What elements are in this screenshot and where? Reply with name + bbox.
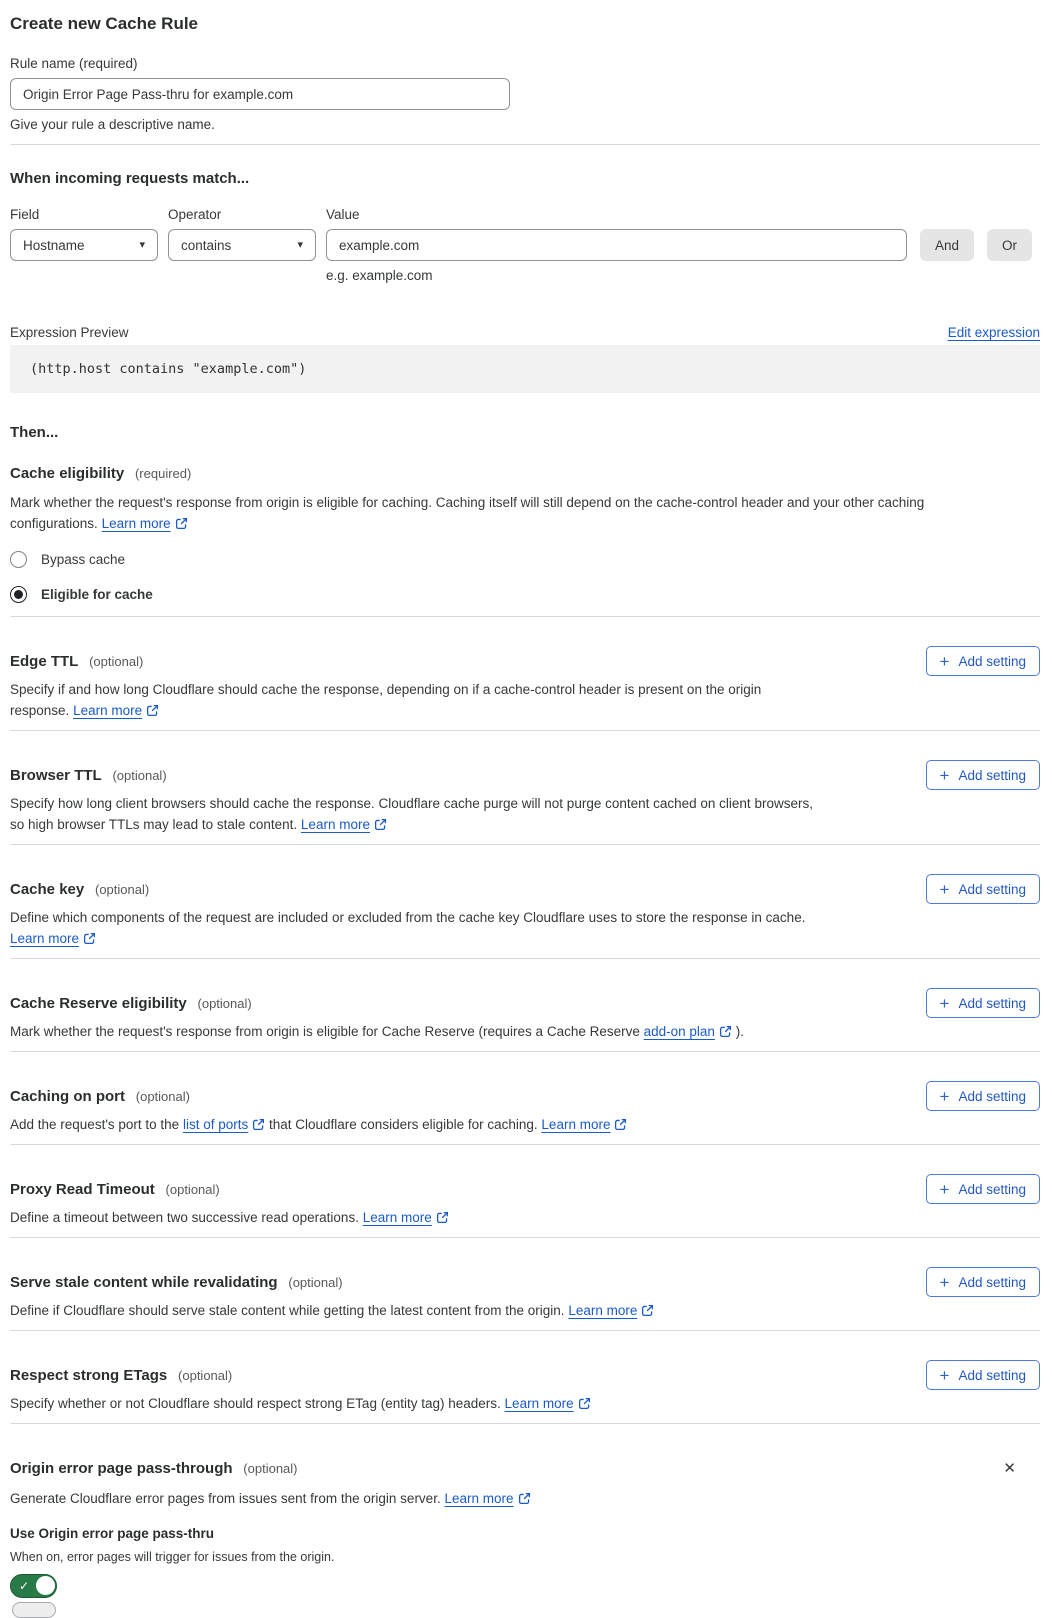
value-label: Value xyxy=(326,207,360,222)
divider xyxy=(10,144,1040,145)
learn-more-link[interactable]: Learn more xyxy=(73,703,159,718)
setting-header xyxy=(10,1180,449,1199)
toggle-helper: When on, error pages will trigger for issues from the origin. xyxy=(10,1550,335,1564)
optional-tag: (optional) xyxy=(165,1182,220,1197)
plus-icon: + xyxy=(939,1365,950,1385)
setting-title: Respect strong ETags xyxy=(10,1367,168,1384)
origin-error-toggle[interactable] xyxy=(10,1574,57,1598)
setting-header xyxy=(10,1459,298,1478)
then-heading: Then... xyxy=(10,424,59,441)
description-text: Define which components of the request are included or excluded from the cache key Cloudflare uses to store the response in cache. xyxy=(10,910,806,925)
setting-description xyxy=(10,1114,627,1135)
setting-header xyxy=(10,1273,654,1292)
add-setting-button[interactable]: + Add setting xyxy=(926,1081,1040,1111)
external-link-icon xyxy=(614,1118,627,1131)
setting-title: Caching on port xyxy=(10,1088,125,1105)
optional-tag: (optional) xyxy=(89,654,144,669)
optional-tag: (optional) xyxy=(197,996,252,1011)
cache-eligibility-header xyxy=(10,464,1040,483)
add-setting-button[interactable]: + Add setting xyxy=(926,874,1040,904)
external-link-icon xyxy=(374,818,387,831)
setting-title: Edge TTL xyxy=(10,653,79,670)
expression-preview-label: Expression Preview xyxy=(10,325,129,340)
setting-description xyxy=(10,907,820,949)
radio-bypass-cache[interactable] xyxy=(10,551,1040,568)
value-input[interactable] xyxy=(326,229,907,261)
rule-name-helper: Give your rule a descriptive name. xyxy=(10,117,215,132)
setting-description xyxy=(10,1207,449,1228)
origin-error-page-section xyxy=(10,1459,1040,1598)
radio-label: Bypass cache xyxy=(41,552,126,567)
setting-description xyxy=(10,1300,654,1321)
setting-header xyxy=(10,1366,591,1385)
optional-tag: (optional) xyxy=(178,1368,233,1383)
external-link-icon xyxy=(518,1492,531,1505)
setting-header xyxy=(10,994,744,1013)
plus-icon: + xyxy=(939,765,950,785)
external-link-icon xyxy=(719,1025,732,1038)
required-tag: (required) xyxy=(134,466,192,481)
or-button[interactable]: Or xyxy=(987,229,1032,261)
origin-error-description xyxy=(10,1488,1040,1509)
learn-more-link[interactable]: Learn more xyxy=(541,1117,627,1132)
external-link-icon xyxy=(175,517,188,530)
value-helper: e.g. example.com xyxy=(326,268,433,283)
add-setting-button[interactable]: + Add setting xyxy=(926,1174,1040,1204)
learn-more-link[interactable]: Learn more xyxy=(568,1303,654,1318)
setting-respect-strong-etags xyxy=(10,1331,1040,1423)
learn-more-link[interactable]: Learn more xyxy=(301,817,387,832)
external-link-icon xyxy=(641,1304,654,1317)
external-link-icon xyxy=(578,1397,591,1410)
plus-icon: + xyxy=(939,1179,950,1199)
setting-header xyxy=(10,880,820,899)
setting-browser-ttl xyxy=(10,731,1040,844)
list-of-ports-link[interactable]: list of ports xyxy=(183,1117,265,1132)
description-text: ). xyxy=(735,1024,744,1039)
rule-name-input[interactable] xyxy=(10,78,510,110)
edit-expression-link[interactable]: Edit expression xyxy=(947,325,1040,340)
learn-more-link[interactable]: Learn more xyxy=(444,1491,530,1506)
external-link-icon xyxy=(146,704,159,717)
match-condition-row xyxy=(10,206,1040,284)
chevron-down-icon: ▾ xyxy=(139,238,145,251)
description-text: Specify whether or not Cloudflare should respect strong ETag (entity tag) headers. xyxy=(10,1396,501,1411)
check-icon: ✓ xyxy=(19,1579,30,1593)
setting-header xyxy=(10,652,820,671)
learn-more-link[interactable]: Learn more xyxy=(10,931,96,946)
divider xyxy=(10,1423,1040,1424)
description-text: Add the request's port to the xyxy=(10,1117,180,1132)
cache-eligibility-title: Cache eligibility xyxy=(10,465,125,482)
radio-unchecked-icon xyxy=(10,551,27,568)
setting-serve-stale-content xyxy=(10,1238,1040,1330)
optional-tag: (optional) xyxy=(135,1089,190,1104)
optional-tag: (optional) xyxy=(288,1275,343,1290)
description-text: Generate Cloudflare error pages from issues sent from the origin server. xyxy=(10,1491,441,1506)
description-text: Mark whether the request's response from origin is eligible for Cache Reserve (requires a Cache Reserve xyxy=(10,1024,640,1039)
setting-title: Cache Reserve eligibility xyxy=(10,995,187,1012)
setting-description xyxy=(10,1393,591,1414)
field-label: Field xyxy=(10,207,40,222)
setting-title: Proxy Read Timeout xyxy=(10,1181,155,1198)
optional-tag: (optional) xyxy=(243,1461,298,1476)
operator-label: Operator xyxy=(168,207,222,222)
cut-off-element xyxy=(12,1602,56,1618)
plus-icon: + xyxy=(939,993,950,1013)
toggle-label: Use Origin error page pass-thru xyxy=(10,1526,215,1541)
operator-select-value: contains xyxy=(181,237,232,253)
add-setting-button[interactable]: + Add setting xyxy=(926,1267,1040,1297)
setting-description xyxy=(10,1021,744,1042)
add-setting-button[interactable]: + Add setting xyxy=(926,988,1040,1018)
setting-description xyxy=(10,793,820,835)
external-link-icon xyxy=(252,1118,265,1131)
description-text: Define if Cloudflare should serve stale content while getting the latest content from the origin. xyxy=(10,1303,565,1318)
field-select[interactable] xyxy=(10,229,158,261)
description-text: Mark whether the request's response from origin is eligible for caching. Caching itself will still depend on the cache-control header and your other caching configurations. xyxy=(10,495,925,531)
match-heading: When incoming requests match... xyxy=(10,170,250,187)
radio-checked-icon xyxy=(10,586,27,603)
setting-cache-reserve-eligibility xyxy=(10,959,1040,1051)
learn-more-link[interactable]: Learn more xyxy=(102,516,188,531)
setting-description xyxy=(10,679,820,721)
cache-eligibility-description xyxy=(10,492,1000,534)
page-title: Create new Cache Rule xyxy=(10,14,199,33)
toggle-knob xyxy=(36,1576,55,1595)
setting-header xyxy=(10,1087,627,1106)
radio-eligible-for-cache[interactable] xyxy=(10,586,1040,603)
learn-more-link[interactable]: Learn more xyxy=(363,1210,449,1225)
plus-icon: + xyxy=(939,651,950,671)
chevron-down-icon: ▾ xyxy=(297,238,303,251)
add-setting-button[interactable]: + Add setting xyxy=(926,1360,1040,1390)
learn-more-link[interactable]: Learn more xyxy=(505,1396,591,1411)
setting-edge-ttl xyxy=(10,617,1040,730)
radio-label: Eligible for cache xyxy=(41,587,153,602)
setting-header xyxy=(10,766,820,785)
add-setting-button[interactable]: + Add setting xyxy=(926,646,1040,676)
add-on-plan-link[interactable]: add-on plan xyxy=(644,1024,732,1039)
origin-error-title: Origin error page pass-through xyxy=(10,1460,233,1477)
add-setting-button[interactable]: + Add setting xyxy=(926,760,1040,790)
optional-tag: (optional) xyxy=(112,768,167,783)
description-text: Define a timeout between two successive read operations. xyxy=(10,1210,359,1225)
rule-name-label: Rule name (required) xyxy=(10,56,138,71)
setting-title: Cache key xyxy=(10,881,85,898)
field-select-value: Hostname xyxy=(23,237,85,253)
description-text: Specify how long client browsers should cache the response. Cloudflare cache purge will not purge content cached on client browsers, so high browser TTLs may lead to stale content. xyxy=(10,796,813,832)
external-link-icon xyxy=(436,1211,449,1224)
description-text: that Cloudflare considers eligible for caching. xyxy=(269,1117,538,1132)
description-text: Specify if and how long Cloudflare should cache the response, depending on if a cache-control header is present on the origin response. xyxy=(10,682,762,718)
expression-code-block xyxy=(10,345,1040,393)
setting-caching-on-port xyxy=(10,1052,1040,1144)
close-icon[interactable]: ✕ xyxy=(999,1459,1020,1478)
plus-icon: + xyxy=(939,1272,950,1292)
plus-icon: + xyxy=(939,879,950,899)
setting-title: Browser TTL xyxy=(10,767,102,784)
operator-select[interactable] xyxy=(168,229,316,261)
and-button[interactable]: And xyxy=(920,229,974,261)
optional-tag: (optional) xyxy=(94,882,150,897)
external-link-icon xyxy=(83,932,96,945)
expression-code: (http.host contains "example.com") xyxy=(30,361,307,377)
plus-icon: + xyxy=(939,1086,950,1106)
setting-proxy-read-timeout xyxy=(10,1145,1040,1237)
setting-cache-key xyxy=(10,845,1040,958)
setting-title: Serve stale content while revalidating xyxy=(10,1274,278,1291)
